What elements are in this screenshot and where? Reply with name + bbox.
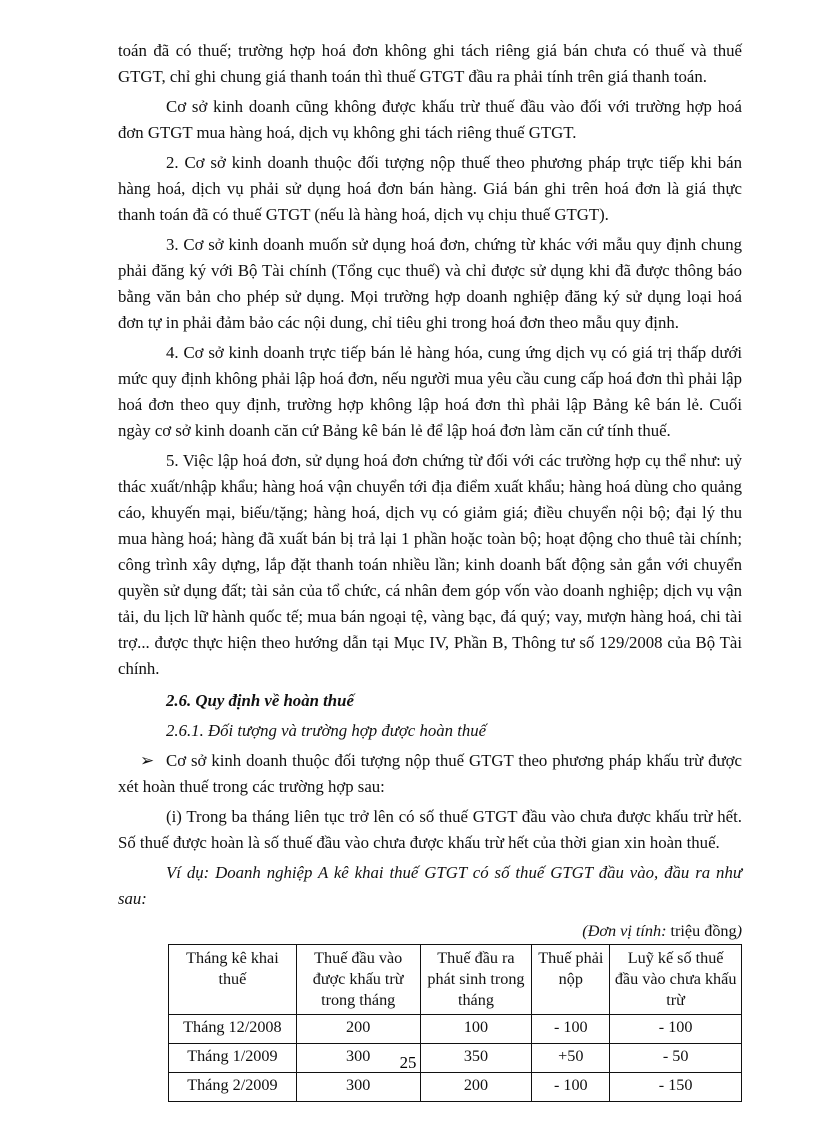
paragraph-item-5: 5. Việc lập hoá đơn, sử dụng hoá đơn chứng từ đối với các trường hợp cụ thể như: uỷ thác xuất/nhập khẩu; hàng hoá vận chuyển tới địa điểm xuất khẩu; hàng hoá dùng cho quảng cáo, khuyến mại, biếu/tặng; hàng hoá, dịch vụ có giảm giá; điều chuyển nội bộ; đại lý thu mua hàng hoá; hàng đã xuất bán bị trả lại 1 phần hoặc toàn bộ; hoạt động cho thuê tài chính; công trình xây dựng, lắp đặt thanh toán nhiều lần; kinh doanh bất động sản gắn với chuyển quyền sử dụng đất; tài sản của tổ chức, cá nhân đem góp vốn vào doanh nghiệp; dịch vụ vận tải, du lịch lữ hành quốc tế; mua bán ngoại tệ, vàng bạc, đá quý; vay, mượn hàng hoá, chi tài trợ... được thực hiện theo hướng dẫn tại Mục IV, Phần B, Thông tư số 129/2008 của Bộ Tài chính. — [118, 451, 742, 678]
unit-close: ) — [736, 922, 742, 940]
table-cell: 300 — [296, 1073, 420, 1102]
table-cell: - 50 — [610, 1044, 742, 1073]
unit-label: Đơn vị tính: — [587, 922, 667, 940]
table-cell: - 100 — [532, 1073, 610, 1102]
unit-open: ( — [582, 922, 588, 940]
paragraph-item-2: 2. Cơ sở kinh doanh thuộc đối tượng nộp thuế theo phương pháp trực tiếp khi bán hàng hoá, dịch vụ phải sử dụng hoá đơn bán hàng. Giá bán ghi trên hoá đơn là giá thực thanh toán đã có thuế GTGT (nếu là hàng hoá, dịch vụ chịu thuế GTGT). — [118, 153, 742, 224]
unit-note — [118, 918, 742, 944]
table-header-cell: Thuế phải nộp — [532, 945, 610, 1015]
paragraph-item-3: 3. Cơ sở kinh doanh muốn sử dụng hoá đơn, chứng từ khác với mẫu quy định chung phải đăng ký với Bộ Tài chính (Tổng cục thuế) và chỉ được sử dụng khi đã được thông báo bằng văn bản cho phép sử dụng. Mọi trường hợp doanh nghiệp đăng ký sử dụng loại hoá đơn tự in phải đảm bảo các nội dung, chỉ tiêu ghi trong hoá đơn theo mẫu quy định. — [118, 235, 742, 332]
table-header-cell: Tháng kê khai thuế — [169, 945, 297, 1015]
page-number: 25 — [399, 1053, 417, 1072]
table-cell: 300 — [296, 1044, 420, 1073]
table-header-cell: Thuế đầu vào được khấu trừ trong tháng — [296, 945, 420, 1015]
table-cell: +50 — [532, 1044, 610, 1073]
table-cell: 100 — [420, 1015, 532, 1044]
table-header-row — [169, 945, 742, 1015]
table-cell: Tháng 2/2009 — [169, 1073, 297, 1102]
table-row — [169, 1073, 742, 1102]
paragraph-continuation: toán đã có thuế; trường hợp hoá đơn không ghi tách riêng giá bán chưa có thuế và thuế GTGT, chỉ ghi chung giá thanh toán thì thuế GTGT đầu ra phải tính trên giá thanh toán. — [118, 41, 742, 86]
table-cell: - 100 — [610, 1015, 742, 1044]
table-header-cell: Thuế đầu ra phát sinh trong tháng — [420, 945, 532, 1015]
table-cell: - 150 — [610, 1073, 742, 1102]
table-cell: 200 — [420, 1073, 532, 1102]
table-cell: 200 — [296, 1015, 420, 1044]
document-page — [118, 38, 742, 1102]
bullet-text: Cơ sở kinh doanh thuộc đối tượng nộp thuế GTGT theo phương pháp khấu trừ được xét hoàn thuế trong các trường hợp sau: — [118, 751, 742, 796]
example-paragraph: Ví dụ: Doanh nghiệp A kê khai thuế GTGT có số thuế GTGT đầu vào, đầu ra như sau: — [118, 863, 742, 908]
case-i-paragraph: (i) Trong ba tháng liên tục trở lên có số thuế GTGT đầu vào chưa được khấu trừ hết. Số thuế được hoàn là số thuế đầu vào chưa được khấu trừ hết của thời gian xin hoàn thuế. — [118, 807, 742, 852]
table-cell: Tháng 1/2009 — [169, 1044, 297, 1073]
table-cell: - 100 — [532, 1015, 610, 1044]
unit-value: triệu đồng — [666, 922, 737, 940]
bullet-paragraph — [118, 748, 742, 800]
table-cell: 350 — [420, 1044, 532, 1073]
arrow-bullet-icon: ➢ — [139, 751, 154, 770]
table-cell: Tháng 12/2008 — [169, 1015, 297, 1044]
paragraph: Cơ sở kinh doanh cũng không được khấu trừ thuế đầu vào đối với trường hợp hoá đơn GTGT mua hàng hoá, dịch vụ không ghi tách riêng thuế GTGT. — [118, 97, 742, 142]
table-row — [169, 1015, 742, 1044]
table-header-cell: Luỹ kế số thuế đầu vào chưa khấu trừ — [610, 945, 742, 1015]
section-heading: 2.6. Quy định về hoàn thuế — [166, 691, 354, 710]
paragraph-item-4: 4. Cơ sở kinh doanh trực tiếp bán lẻ hàng hóa, cung ứng dịch vụ có giá trị thấp dưới mức quy định không phải lập hoá đơn, nếu người mua yêu cầu cung cấp hoá đơn thì phải lập hoá đơn theo quy định, trường hợp không lập hoá đơn thì phải lập Bảng kê bán lẻ. Cuối ngày cơ sở kinh doanh căn cứ Bảng kê bán lẻ để lập hoá đơn làm căn cứ tính thuế. — [118, 343, 742, 440]
subsection-heading: 2.6.1. Đối tượng và trường hợp được hoàn thuế — [166, 721, 487, 740]
tax-table — [168, 944, 742, 1102]
